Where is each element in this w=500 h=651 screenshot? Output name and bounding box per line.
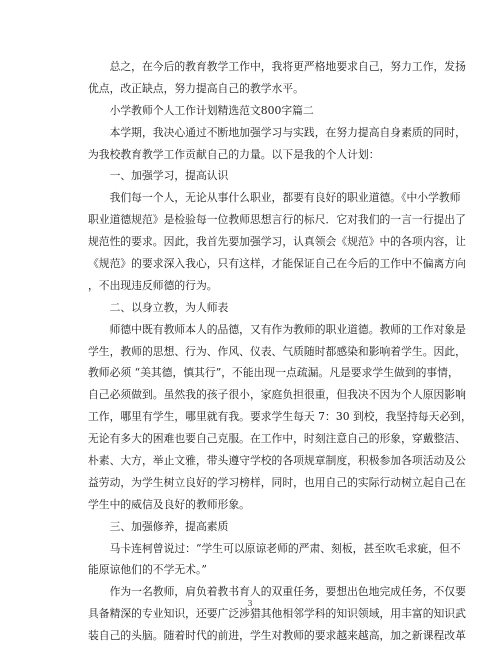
text-line: 作为一名教师，肩负着教书育人的双重任务，要想出色地完成任务，不仅要 <box>109 585 466 599</box>
text-line: 职业道德规范》是检验每一位教师思想言行的标尺．它对我们的一言一行提出了 <box>88 213 466 227</box>
text-line: 三、加强修养，提高素质 <box>109 519 229 533</box>
page-number: 3 <box>247 599 253 608</box>
text-line: 我们每一个人，无论从事什么职业，都要有良好的职业道德。《中小学教师 <box>109 191 461 205</box>
text-line: 为我校教育教学工作贡献自己的力量。以下是我的个人计划： <box>88 147 380 161</box>
text-line: 优点，改正缺点，努力提高自己的教学水平。 <box>88 81 304 95</box>
text-line: 总之，在今后的教育教学工作中，我将更严格地要求自己，努力工作，发扬 <box>109 60 466 73</box>
text-line: 学生，教师的思想、行为、作风、仪表、气质随时都感染和影响着学生。因此， <box>88 344 466 358</box>
text-line: 教师必须 “美其德，慎其行”，不能出现一点疏漏。凡是要求学生做到的事情， <box>88 366 459 380</box>
text-line: 小学教师个人工作计划精选范文800字篇二 <box>109 103 314 117</box>
text-line: 工作，哪里有学生，哪里就有我。要求学生每天 7：30 到校，我坚持每天必到， <box>88 410 472 424</box>
text-line: 无论有多大的困难也要自己克服。在工作中，时刻注意自己的形象，穿戴整洁、 <box>88 432 466 446</box>
text-line: 规范性的要求。因此，我首先要加强学习，认真领会《规范》中的各项内容，让 <box>88 235 466 249</box>
text-line: 能原谅他们的不学无术。” <box>88 563 207 577</box>
text-line: 《规范》的要求深入我心，只有这样，才能保证自己在今后的工作中不偏离方向 <box>88 257 466 271</box>
text-line: 一、加强学习，提高认识 <box>109 169 229 183</box>
text-line: 师德中既有教师本人的品德，又有作为教师的职业道德。教师的工作对象是 <box>109 322 466 336</box>
text-line: 二、以身立教，为人师表 <box>109 300 229 314</box>
text-line: 装自己的头脑。随着时代的前进，学生对教师的要求越来越高，加之新课程改革 <box>88 629 466 643</box>
text-line: 学生中的威信及良好的教师形象。 <box>88 497 250 511</box>
text-line: 益劳动，为学生树立良好的学习榜样，同时，也用自己的实际行动树立起自己在 <box>88 475 466 489</box>
text-line: 本学期，我决心通过不断地加强学习与实践，在努力提高自身素质的同时， <box>109 125 466 139</box>
text-line: 具备精深的专业知识，还要广泛涉猎其他相邻学科的知识领域，用丰富的知识武 <box>88 607 466 621</box>
text-line: ，不出现违反师德的行为。 <box>88 278 218 292</box>
document-body <box>88 60 472 651</box>
text-line: 自己必须做到。虽然我的孩子很小，家庭负担很重，但我决不因为个人原因影响 <box>88 388 466 402</box>
text-line: 马卡连柯曾说过：“学生可以原谅老师的严肃、刻板，甚至吹毛求疵，但不 <box>109 541 461 555</box>
text-line: 朴素、大方，举止文雅，带头遵守学校的各项规章制度，积极参加各项活动及公 <box>88 454 466 468</box>
